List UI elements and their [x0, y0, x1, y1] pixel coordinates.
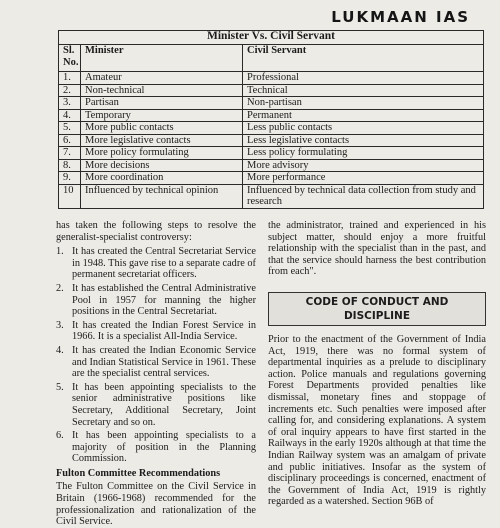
table-row — [59, 122, 484, 135]
row-minister: Amateur — [81, 72, 243, 85]
row-minister: Non-technical — [81, 84, 243, 97]
table-row — [59, 97, 484, 110]
left-column — [56, 220, 256, 528]
item-text: It has created the Central Secretariat Service in 1948. This gave rise to a separate cadre of permanent secretariat officers. — [72, 246, 256, 281]
section-subheading: Fulton Committee Recommendations — [56, 467, 221, 479]
list-item — [56, 382, 256, 428]
header-sl: Sl. No. — [59, 45, 81, 72]
row-minister: Partisan — [81, 97, 243, 110]
item-text: It has created the Indian Economic Service and Indian Statistical Service in 1961. These are the specialist central services. — [72, 344, 256, 380]
continuation-paragraph: the administrator, trained and experienced in his subject matter, should enjoy a more fruitful relationship with the specialist than in the past, and that the service should harness the best contribution from each". — [268, 220, 486, 278]
row-minister: More coordination — [81, 172, 243, 185]
row-minister: More public contacts — [81, 122, 243, 135]
table-row — [59, 84, 484, 97]
header-civil-servant: Civil Servant — [243, 45, 484, 72]
row-civil: Less public contacts — [243, 122, 484, 135]
row-sl: 2. — [59, 84, 81, 97]
row-civil: Less legislative contacts — [243, 134, 484, 147]
item-text: It has been appointing specialists to a majority of position in the Planning Commission. — [72, 430, 256, 465]
row-sl: 3. — [59, 97, 81, 110]
table-title: Minister Vs. Civil Servant — [59, 31, 484, 45]
item-number: 6. — [56, 430, 64, 442]
row-sl: 8. — [59, 159, 81, 172]
item-number: 2. — [56, 282, 64, 294]
row-sl: 10 — [59, 184, 81, 208]
row-minister: More legislative contacts — [81, 134, 243, 147]
table-row — [59, 109, 484, 122]
row-sl: 7. — [59, 147, 81, 160]
row-minister: More policy formulating — [81, 147, 243, 160]
row-civil: Less policy formulating — [243, 147, 484, 160]
section-heading: CODE OF CONDUCT AND DISCIPLINE — [268, 292, 486, 326]
row-civil: Permanent — [243, 109, 484, 122]
row-sl: 9. — [59, 172, 81, 185]
row-civil: More advisory — [243, 159, 484, 172]
table-row — [59, 159, 484, 172]
row-civil: More performance — [243, 172, 484, 185]
conduct-paragraph: Prior to the enactment of the Government of India Act, 1919, there was no formal system of departmental inquiries as a prelude to disciplinary action. Police manuals and regulations governing Forest Departments provided penalties like dismissal, monetary fines and stoppage of increments etc. Such penalties were imposed after calling for, and considering explanations. A system of oral inquiry appears to have first started in the Railways in the early 1920s although at that time the Indian Railway system was an amalgam of private and public initiatives. Insofar as the system of disciplinary proceedings is concerned, enactment of the Government of India Act, 1919 is rightly regarded as a watershed. Section 96B of — [268, 333, 486, 508]
table-row — [59, 172, 484, 185]
right-column — [268, 220, 486, 508]
item-text: It has established the Central Administrative Pool in 1957 for manning the higher positions in the Central Secretariat. — [72, 282, 256, 318]
intro-paragraph: has taken the following steps to resolve the generalist-specialist controversy: — [56, 220, 256, 243]
steps-list — [56, 246, 256, 465]
item-number: 5. — [56, 381, 64, 393]
header-minister: Minister — [81, 45, 243, 72]
item-number: 3. — [56, 319, 64, 331]
table-row — [59, 147, 484, 160]
list-item — [56, 246, 256, 281]
row-minister: More decisions — [81, 159, 243, 172]
row-civil: Technical — [243, 84, 484, 97]
row-minister: Influenced by technical opinion — [81, 184, 243, 208]
brand-logo: LUKMAAN IAS — [331, 8, 470, 26]
row-civil: Professional — [243, 72, 484, 85]
item-number: 1. — [56, 246, 64, 258]
table-row — [59, 184, 484, 208]
row-minister: Temporary — [81, 109, 243, 122]
row-civil: Non-partisan — [243, 97, 484, 110]
row-sl: 5. — [59, 122, 81, 135]
table-row — [59, 72, 484, 85]
table-row — [59, 134, 484, 147]
list-item — [56, 320, 256, 343]
row-sl: 6. — [59, 134, 81, 147]
item-text: It has been appointing specialists to the senior administrative positions like Secretary, Additional Secretary, Joint Secretary and so on. — [72, 381, 256, 428]
list-item — [56, 430, 256, 465]
row-sl: 4. — [59, 109, 81, 122]
fulton-paragraph: The Fulton Committee on the Civil Service in Britain (1966-1968) recommended for the professionalization and rationalization of the Civil Service. — [56, 481, 256, 528]
row-civil: Influenced by technical data collection from study and research — [243, 184, 484, 208]
row-sl: 1. — [59, 72, 81, 85]
comparison-table — [58, 30, 484, 209]
list-item — [56, 283, 256, 318]
list-item — [56, 345, 256, 380]
item-number: 4. — [56, 344, 64, 356]
item-text: It has created the Indian Forest Service in 1966. It is a specialist All-India Service. — [72, 319, 256, 343]
